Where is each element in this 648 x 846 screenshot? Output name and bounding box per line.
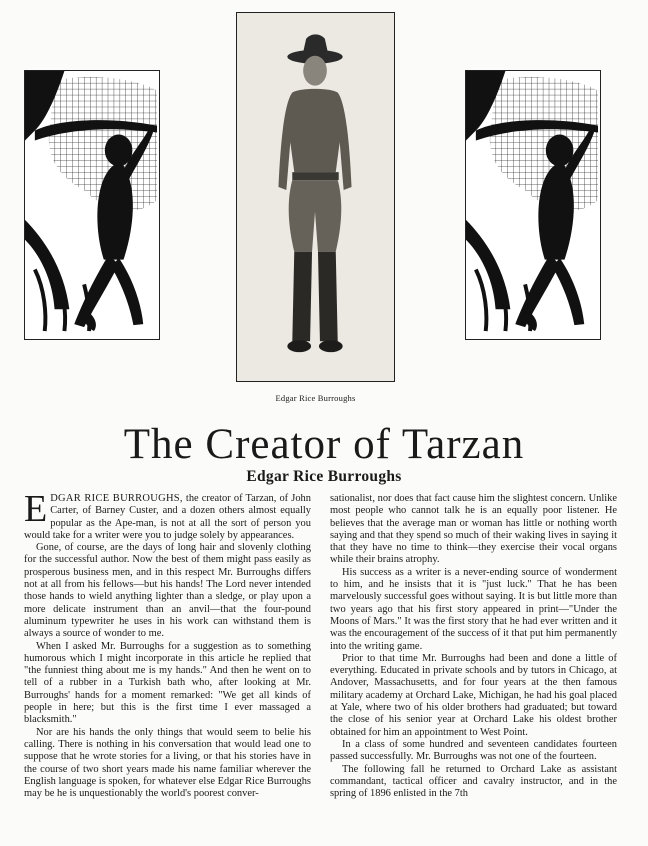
text-column-left [24,488,311,800]
paragraph-5: sationalist, nor does that fact cause him the slightest concern. Unlike most people who cannot talk he is an equally poor listener. He believes that the average man or woman has little or nothing worth saying and that they spend so much of their waking lives in saying it that they have no time to think—they exercise their vocal organs while their brains atrophy. [330,493,617,566]
paragraph-7: Prior to that time Mr. Burroughs had been and done a little of everything. Educated in private schools and by tutors in Chicago, at Andover, Massachusetts, and for four years at the then famous military academy at Orchard Lake, Michigan, he had his goal placed at Yale, where two of his older brothers had graduated; but toward the close of his senior year at Orchard Lake his oldest brother obtained for him an appointment to West Point. [330,652,617,738]
paragraph-3: When I asked Mr. Burroughs for a suggestion as to something humorous which I might incorporate in this article he replied that "the funniest thing about me is my hands." And then he went on to tell of a rubber in a Turkish bath who, after looking at Mr. Burroughs' hands for a moment remarked: "We get all kinds of people in here; but this is the first time I ever massaged a blacksmith." [24,640,311,726]
tarzan-illustration-right [465,70,601,340]
text-column-right [330,493,617,800]
author-portrait-icon [237,13,394,381]
paragraph-4: Nor are his hands the only things that would seem to belie his calling. There is nothing in his conversation that would lead one to suppose that he wrote stories for a living, or that his stories have in the course of two short years made his name familiar wherever the English language is spoken, for whatever else Edgar Rice Burroughs may be he is unquestionably the world's poorest conver- [24,726,311,800]
paragraph-6: His success as a writer is a never-ending source of wonderment to him, and he insists that it is "just luck." That he has been marvelously successful goes without saying. It is but little more than two years ago that his first story appeared in print—"Under the Moons of Mars." It was the first story that he had ever written and it was the encouragement of the success of it that put him permanently into the writing game. [330,566,617,652]
article-title: The Creator of Tarzan [123,421,525,468]
article-byline: Edgar Rice Burroughs [246,468,402,485]
photo-caption: Edgar Rice Burroughs [275,393,356,403]
paragraph-8: In a class of some hundred and seventeen candidates fourteen passed successfully. Mr. Burroughs was not one of the fourteen. [330,738,617,763]
paragraph-1-text: the creator of Tarzan, of John Carter, of Barney Custer, and a dozen others almost equally popular as the Ape-man, is not at all the sort of person you would take for a writer were you to judge solely by appearances. [24,493,311,541]
tarzan-silhouette-left-icon [25,71,159,339]
paragraph-1 [24,488,311,542]
author-photo [236,12,395,382]
tarzan-silhouette-right-icon [466,71,600,339]
paragraph-9: The following fall he returned to Orchard Lake as assistant commandant, tactical officer and cavalry instructor, and in the spring of 1896 enlisted in the 7th [330,763,617,800]
paragraph-2: Gone, of course, are the days of long hair and slovenly clothing for the successful author. Now the best of them might pass easily as prosperous business men, and in this respect Mr. Burroughs differs not at all from his fellows—but his hands! The Lord never intended those hands to wield anything lighter than a sledge, or play upon a more delicate instrument than an anvil—that the four-pound aluminum typewriter he uses in his work can withstand them is always a source of wonder to me. [24,542,311,640]
drop-cap: E [24,488,48,530]
tarzan-illustration-left [24,70,160,340]
lead-in: DGAR RICE BURROUGHS, [50,493,183,504]
